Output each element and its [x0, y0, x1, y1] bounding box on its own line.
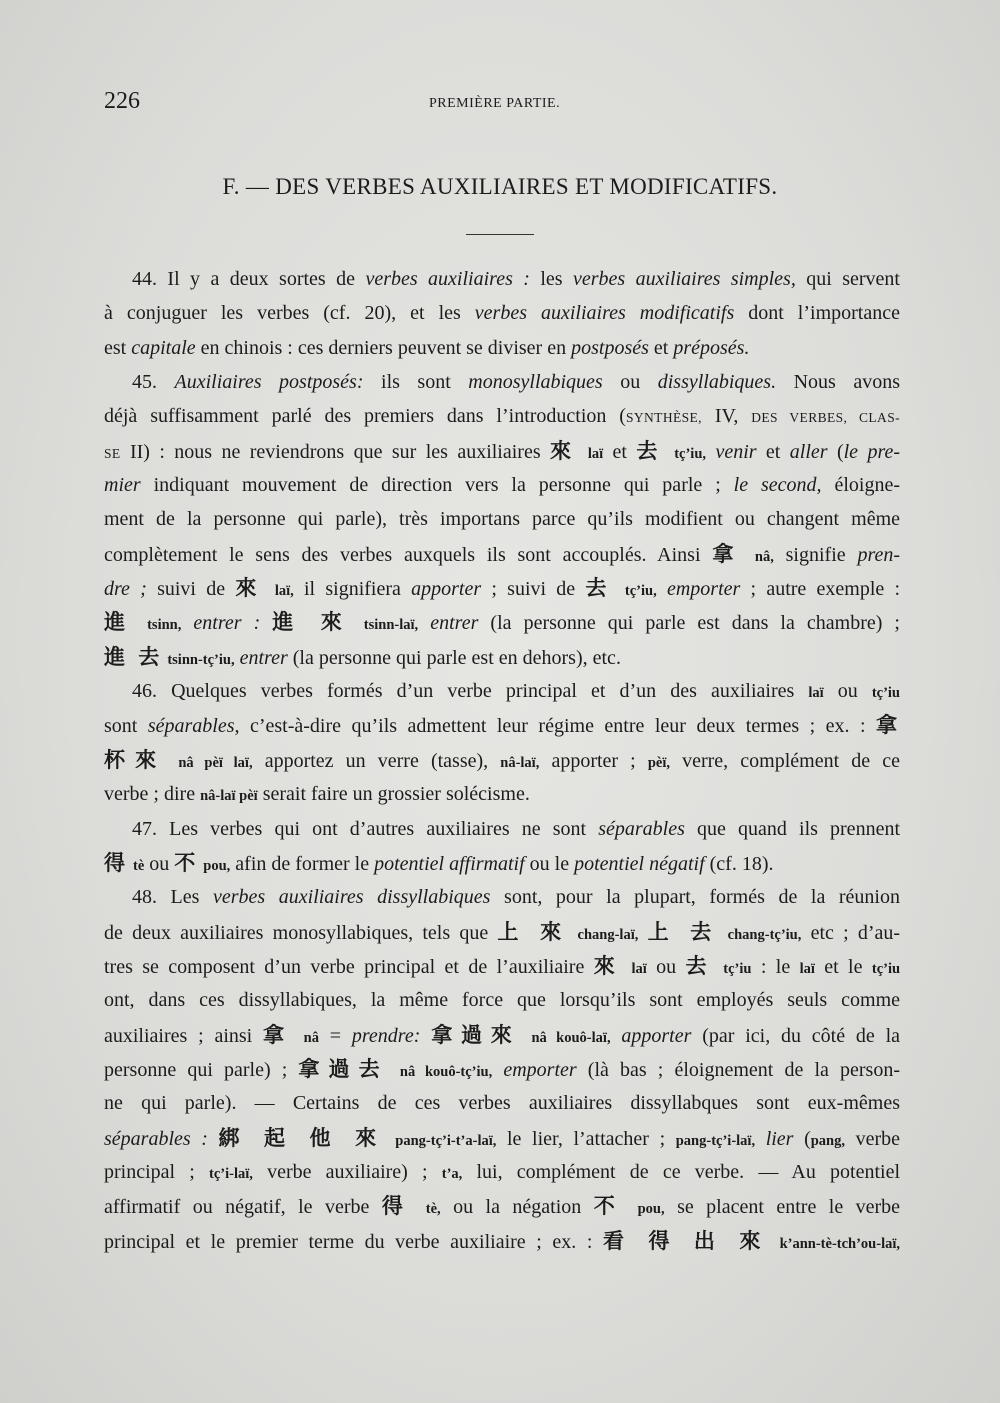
text-run: apporter ;: [539, 749, 648, 772]
italic-text: potentiel négatif: [574, 852, 705, 875]
chinese-characters: 看 得 出 來: [602, 1228, 769, 1253]
chinese-characters: 進: [104, 610, 136, 635]
italic-text: postposés: [571, 336, 649, 359]
romanization: tç’iu: [871, 960, 900, 977]
text-line: [104, 880, 900, 914]
text-run: [260, 612, 272, 634]
chinese-characters: 來: [550, 438, 579, 463]
text-line: [104, 949, 900, 983]
text-run: ment de la personne qui parle), très importans parce qu’ils modifient ou changent même: [104, 508, 900, 531]
text-run: suivi de: [146, 578, 236, 601]
text-line: [104, 1086, 900, 1120]
text-run: ; suivi de: [481, 578, 586, 601]
text-run: verbe: [845, 1127, 900, 1150]
text-run: 44. Il y a deux sortes de: [132, 268, 366, 290]
chinese-characters: 綁 起 他 來: [218, 1125, 385, 1150]
page-number: 226: [104, 88, 140, 114]
text-run: que quand ils prennent: [684, 817, 900, 840]
chinese-characters: 拿: [712, 541, 744, 566]
chinese-characters: 拿過去: [298, 1056, 389, 1081]
text-run: ou le: [524, 852, 575, 875]
text-line: [104, 708, 900, 742]
romanization: nâ-laï pèï: [200, 788, 258, 805]
chinese-characters: 得: [381, 1194, 414, 1219]
romanization: nâ kouô-laï,: [531, 1029, 611, 1046]
text-run: [568, 922, 577, 944]
romanization: pèï,: [647, 754, 670, 771]
text-run: se placent entre le verbe: [664, 1196, 900, 1219]
romanization: nâ pèï laï,: [178, 754, 253, 771]
romanization: tè: [133, 857, 145, 874]
text-run: ne qui parle). — Certains de ces verbes auxiliaires dissyllabques sont eux-mêmes: [104, 1092, 900, 1115]
text-line: [104, 1155, 900, 1189]
italic-text: le second,: [733, 474, 822, 497]
italic-text: apporter: [621, 1024, 692, 1047]
text-run: ; autre exemple :: [740, 578, 900, 601]
italic-text: séparables,: [147, 715, 240, 738]
text-line: [104, 605, 900, 639]
text-run: et: [603, 440, 637, 463]
text-run: (: [793, 1127, 811, 1150]
text-run: [521, 1025, 532, 1047]
text-run: IV,: [701, 405, 752, 428]
text-run: [743, 544, 755, 566]
chinese-characters: 得: [104, 850, 128, 875]
chinese-characters: 去: [585, 576, 615, 601]
text-line: [104, 1189, 900, 1223]
italic-text: emporter: [666, 578, 741, 601]
text-run: (la personne qui parle est dans la chambre) ;: [478, 612, 900, 635]
italic-text: capitale: [131, 336, 196, 359]
romanization: pang-tç’i-t’a-laï,: [395, 1132, 497, 1149]
italic-text: pren-: [857, 543, 900, 566]
text-line: [104, 262, 900, 296]
italic-text: verbes auxiliaires dissyllabiques: [213, 886, 491, 909]
italic-text: Auxiliaires postposés:: [174, 371, 364, 394]
section-title: F. — DES VERBES AUXILIAIRES ET MODIFICATIFS.: [222, 174, 778, 199]
text-line: [104, 296, 900, 330]
text-run: affirmatif ou négatif, le verbe: [104, 1196, 382, 1219]
chinese-characters: 拿過來: [431, 1022, 521, 1047]
romanization: laï: [808, 685, 824, 702]
text-run: dont l’importance: [734, 302, 900, 325]
small-caps-text: SE: [104, 445, 121, 461]
text-run: personne qui parle) ;: [104, 1058, 299, 1081]
romanization: tsinn,: [147, 617, 182, 634]
italic-text: emporter: [503, 1058, 577, 1081]
text-run: [492, 1059, 503, 1081]
italic-text: lier: [765, 1127, 794, 1150]
romanization: tç’i-laï,: [209, 1165, 253, 1182]
italic-text: verbes auxiliaires simples,: [573, 268, 796, 290]
text-line: [104, 846, 900, 880]
text-run: ou: [144, 852, 175, 875]
text-line: [104, 1052, 900, 1086]
text-run: de deux auxiliaires monosyllabiques, tels que: [104, 921, 498, 944]
chinese-characters: 進 去: [104, 644, 163, 669]
body-text: [104, 262, 900, 1258]
text-run: =: [319, 1024, 352, 1047]
text-run: est: [104, 336, 132, 359]
text-run: [615, 578, 625, 600]
italic-text: séparables :: [104, 1127, 208, 1150]
chinese-characters: 拿: [876, 713, 900, 738]
text-run: verre, complément de ce: [670, 749, 900, 772]
text-run: serait faire un grossier solécisme.: [257, 783, 530, 806]
text-line: [104, 915, 900, 949]
text-run: [625, 1196, 637, 1218]
italic-text: prendre:: [351, 1024, 421, 1047]
italic-text: le pre-: [843, 440, 900, 463]
text-run: et le: [814, 955, 872, 978]
text-line: [104, 777, 900, 811]
text-run: il signifiera: [293, 578, 412, 601]
chinese-characters: 上 來: [497, 919, 569, 944]
romanization: nâ: [303, 1029, 319, 1046]
text-run: sont, pour la plupart, formés de la réunion: [490, 886, 900, 909]
text-run: et: [648, 336, 674, 359]
chinese-characters: 不: [593, 1194, 626, 1219]
text-line: [104, 537, 900, 571]
text-run: verbe ; dire: [104, 783, 201, 806]
text-run: etc ; d’au-: [801, 921, 900, 944]
romanization: pang,: [810, 1132, 845, 1149]
text-run: 46. Quelques verbes formés d’un verbe principal et d’un des auxiliaires: [132, 680, 809, 703]
italic-text: entrer :: [193, 612, 261, 635]
text-run: (par ici, du côté de la: [691, 1024, 900, 1047]
text-run: les: [529, 268, 573, 290]
text-line: [104, 743, 900, 777]
text-run: déjà suffisamment parlé des premiers dans l’introduction (: [104, 405, 626, 428]
romanization: tç’iu: [723, 960, 752, 977]
text-run: à conjuguer les verbes (cf. 20), et les: [104, 302, 475, 325]
text-run: c’est-à-dire qu’ils admettent leur régime entre leur deux termes ; ex. :: [239, 715, 877, 738]
italic-text: venir: [715, 440, 757, 463]
text-line: [104, 1224, 900, 1258]
text-run: [135, 612, 147, 634]
text-run: [293, 1025, 304, 1047]
italic-text: séparables: [598, 817, 685, 840]
text-run: II) : nous ne reviendrons que sur les auxiliaires: [120, 440, 551, 463]
chinese-characters: 來: [235, 576, 265, 601]
italic-text: dissyllabiques.: [657, 371, 777, 394]
small-caps-text: SYNTHÈSE,: [625, 410, 702, 426]
text-line: [104, 399, 900, 433]
text-run: complètement le sens des verbes auxquels ils sont accouplés. Ainsi: [104, 543, 713, 566]
text-run: : le: [751, 955, 800, 978]
text-run: ou: [823, 680, 872, 703]
text-run: apportez un verre (tasse),: [252, 749, 501, 772]
text-line: [104, 640, 900, 674]
text-line: [104, 468, 900, 502]
running-title: PREMIÈRE PARTIE.: [429, 96, 561, 111]
text-run: [385, 1128, 396, 1150]
romanization: laï,: [274, 583, 294, 600]
chinese-characters: 進 來: [272, 610, 352, 635]
text-line: [104, 434, 900, 468]
text-run: [418, 612, 430, 634]
text-line: [104, 365, 900, 399]
text-run: (là bas ; éloignement de la person-: [576, 1058, 900, 1081]
text-run: Nous avons: [776, 371, 900, 394]
chinese-characters: 不: [174, 850, 199, 875]
chinese-characters: 去: [636, 438, 665, 463]
text-run: ou: [646, 955, 686, 978]
text-run: [665, 441, 674, 463]
text-run: [352, 612, 364, 634]
text-run: [265, 578, 275, 600]
text-run: [657, 578, 667, 600]
text-run: [181, 612, 193, 634]
text-run: sont: [104, 715, 148, 738]
text-run: 48. Les: [132, 886, 213, 909]
text-run: principal ;: [104, 1160, 209, 1183]
italic-text: dre ;: [104, 578, 147, 601]
text-run: indiquant mouvement de direction vers la personne qui parle ;: [140, 474, 734, 497]
text-run: (la personne qui parle est en dehors), etc.: [287, 646, 621, 669]
text-run: lui, complément de ce verbe. — Au potentiel: [462, 1160, 900, 1183]
chinese-characters: 去: [685, 953, 714, 978]
italic-text: entrer: [239, 646, 288, 669]
italic-text: verbes auxiliaires modificatifs: [474, 302, 735, 325]
italic-text: monosyllabiques: [468, 371, 603, 394]
romanization: pou,: [637, 1201, 665, 1218]
romanization: pang-tç’i-laï,: [675, 1132, 756, 1149]
romanization: laï: [587, 445, 604, 462]
italic-text: mier: [104, 474, 141, 497]
text-line: [104, 571, 900, 605]
text-line: [104, 983, 900, 1017]
romanization: chang-laï,: [577, 926, 639, 943]
page-header: [104, 88, 896, 118]
romanization: pou,: [203, 857, 231, 874]
text-run: et: [756, 440, 790, 463]
text-run: ou la négation: [440, 1196, 594, 1219]
text-line: [104, 674, 900, 708]
text-run: éloigne-: [821, 474, 900, 497]
text-run: qui servent: [795, 268, 900, 290]
chinese-characters: 杯來: [104, 747, 167, 772]
chinese-characters: 拿: [263, 1022, 293, 1047]
text-run: auxiliaires ; ainsi: [104, 1024, 264, 1047]
text-run: [611, 1025, 622, 1047]
romanization: tè,: [425, 1201, 441, 1218]
chinese-characters: 上 去: [647, 919, 719, 944]
italic-text: préposés.: [673, 336, 750, 359]
text-run: [769, 1231, 780, 1253]
romanization: nâ kouô-tç’iu,: [399, 1063, 493, 1080]
text-line: [104, 1018, 900, 1052]
italic-text: entrer: [430, 612, 479, 635]
text-run: 45.: [132, 371, 175, 394]
romanization: laï: [799, 960, 815, 977]
text-run: [755, 1128, 766, 1150]
text-line: [104, 502, 900, 536]
text-run: [166, 750, 178, 772]
romanization: tç’iu: [871, 685, 900, 702]
text-run: principal et le premier terme du verbe auxiliaire ; ex. :: [104, 1230, 603, 1253]
text-run: [714, 956, 723, 978]
text-run: ont, dans ces dissyllabiques, la même force que lorsqu’ils sont employés seuls comme: [104, 989, 900, 1012]
text-run: (: [827, 440, 844, 463]
italic-text: apporter: [411, 578, 482, 601]
romanization: tsinn-laï,: [363, 617, 419, 634]
text-run: afin de former le: [230, 852, 375, 875]
italic-text: aller: [789, 440, 828, 463]
text-run: [208, 1128, 219, 1150]
text-line: [104, 1121, 900, 1155]
romanization: chang-tç’iu,: [727, 926, 802, 943]
romanization: t’a,: [441, 1165, 463, 1182]
text-line: [104, 812, 900, 846]
text-run: [420, 1025, 431, 1047]
text-run: signifie: [773, 543, 858, 566]
romanization: nâ,: [754, 548, 774, 565]
text-run: [413, 1196, 425, 1218]
text-run: [578, 441, 587, 463]
text-run: [718, 922, 727, 944]
text-run: ils sont: [363, 371, 469, 394]
text-run: en chinois : ces derniers peuvent se diviser en: [195, 336, 572, 359]
text-run: le lier, l’attacher ;: [496, 1127, 676, 1150]
title-rule: [466, 234, 534, 235]
romanization: tç’iu,: [624, 583, 657, 600]
text-run: 47. Les verbes qui ont d’autres auxiliaires ne sont: [132, 817, 599, 840]
romanization: tç’iu,: [674, 445, 707, 462]
text-run: [389, 1059, 400, 1081]
small-caps-text: DES VERBES, CLAS-: [751, 410, 900, 426]
text-run: tres se composent d’un verbe principal et de l’auxiliaire: [104, 955, 594, 978]
italic-text: potentiel affirmatif: [374, 852, 525, 875]
italic-text: verbes auxiliaires :: [365, 268, 530, 290]
text-run: [638, 922, 647, 944]
romanization: laï: [631, 960, 647, 977]
chinese-characters: 來: [593, 953, 623, 978]
text-run: verbe auxiliaire) ;: [252, 1160, 442, 1183]
romanization: tsinn-tç’iu,: [167, 651, 235, 668]
text-line: [104, 331, 900, 365]
text-run: (cf. 18).: [704, 852, 774, 875]
romanization: nâ-laï,: [500, 754, 540, 771]
romanization: k’ann-tè-tch’ou-laï,: [779, 1235, 900, 1252]
text-run: ou: [602, 371, 658, 394]
